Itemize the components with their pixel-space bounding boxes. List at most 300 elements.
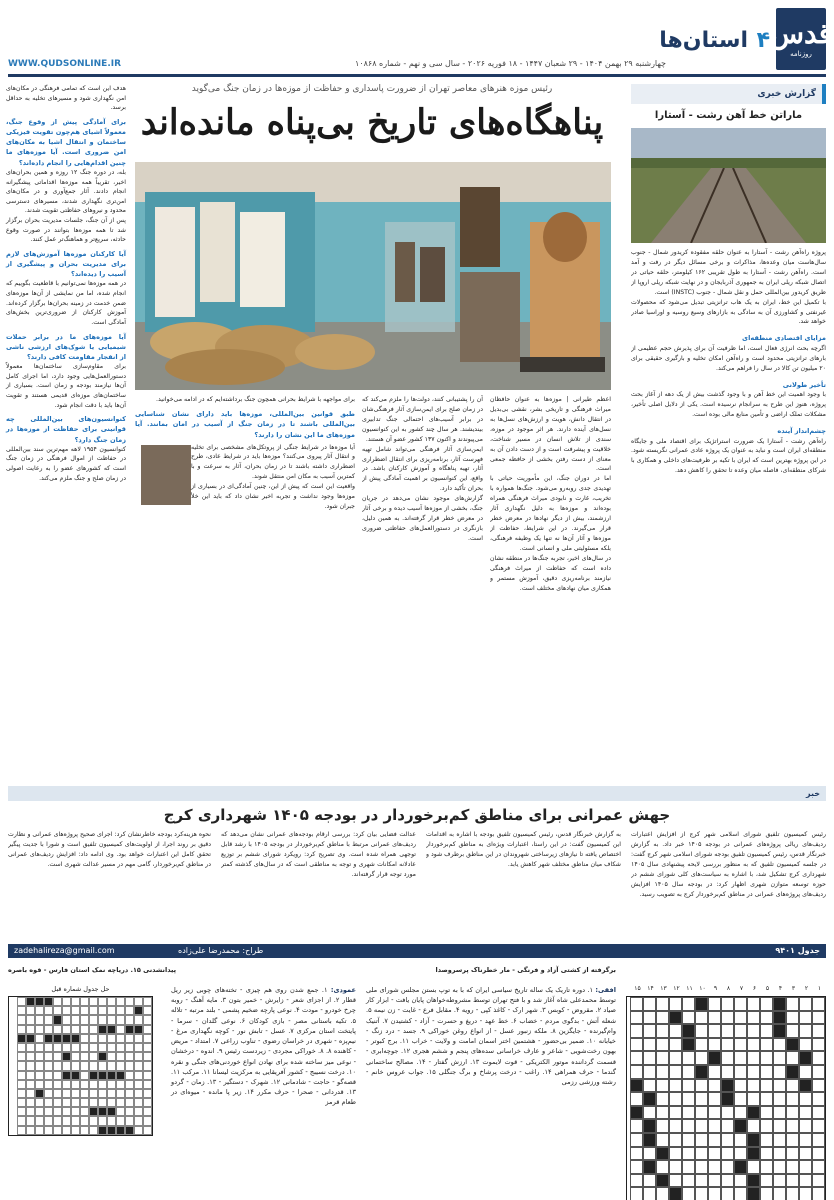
crossword-cell[interactable]	[708, 1133, 721, 1147]
solution-cell	[80, 1126, 89, 1135]
solution-cell	[71, 1089, 80, 1098]
crossword-cell[interactable]	[773, 1079, 786, 1093]
crossword-cell[interactable]	[812, 1038, 825, 1052]
crossword-cell[interactable]	[773, 1092, 786, 1106]
crossword-cell[interactable]	[643, 1038, 656, 1052]
previous-solution	[8, 985, 153, 1136]
crossword-cell[interactable]	[669, 1147, 682, 1161]
crossword-cell[interactable]	[786, 997, 799, 1011]
crossword-cell[interactable]	[708, 1024, 721, 1038]
crossword-cell[interactable]	[630, 1011, 643, 1025]
rail-article	[631, 248, 826, 778]
crossword-cell[interactable]	[708, 1065, 721, 1079]
crossword-cell[interactable]	[760, 997, 773, 1011]
crossword-cell[interactable]	[656, 1187, 669, 1200]
crossword-cell[interactable]	[786, 1119, 799, 1133]
crossword-cell[interactable]	[669, 1174, 682, 1188]
solution-cell	[26, 1080, 35, 1089]
crossword-cell[interactable]	[773, 1038, 786, 1052]
crossword-cell[interactable]	[656, 1051, 669, 1065]
crossword-cell[interactable]	[708, 1160, 721, 1174]
solution-black-square	[26, 997, 35, 1006]
crossword-cell[interactable]	[721, 997, 734, 1011]
crossword-cell[interactable]	[747, 1038, 760, 1052]
crossword-cell[interactable]	[786, 1051, 799, 1065]
crossword-cell[interactable]	[630, 1147, 643, 1161]
crossword-cell[interactable]	[760, 1092, 773, 1106]
crossword-cell[interactable]	[669, 1106, 682, 1120]
solution-cell	[116, 1098, 125, 1107]
crossword-cell[interactable]	[630, 1133, 643, 1147]
crossword-cell[interactable]	[682, 1187, 695, 1200]
solution-black-square	[17, 1034, 26, 1043]
solution-cell	[71, 997, 80, 1006]
crossword-cell[interactable]	[669, 1092, 682, 1106]
crossword-cell[interactable]	[630, 1092, 643, 1106]
crossword-cell[interactable]	[669, 997, 682, 1011]
crossword-cell[interactable]	[812, 1079, 825, 1093]
crossword-cell[interactable]	[721, 1174, 734, 1188]
black-square	[799, 1051, 812, 1065]
crossword-cell[interactable]	[643, 1051, 656, 1065]
solution-cell	[107, 1098, 116, 1107]
crossword-cell[interactable]	[812, 1051, 825, 1065]
crossword-cell[interactable]	[734, 1187, 747, 1200]
crossword-cell[interactable]	[721, 1160, 734, 1174]
crossword-cell[interactable]	[799, 1147, 812, 1161]
solution-cell	[26, 1052, 35, 1061]
crossword-cell[interactable]	[773, 1187, 786, 1200]
solution-cell	[17, 1116, 26, 1125]
crossword-cell[interactable]	[630, 1187, 643, 1200]
col2-p0: آن را پشتیبانی کنند، دولت‌ها را ملزم می‌کند که در زمان صلح برای ایمن‌سازی آثار فرهنگی‌شان در برابر آسیب‌های احتمالی جنگ تدابیری بیندیشند. هر سال چند کشور به این کنوانسیون می‌پیوندند و اکنون ۱۳۷ کشور عضو آن هستند.	[362, 396, 483, 443]
crossword-cell[interactable]	[734, 1106, 747, 1120]
crossword-cell[interactable]	[799, 1187, 812, 1200]
crossword-cell[interactable]	[760, 1147, 773, 1161]
crossword-cell[interactable]	[721, 1106, 734, 1120]
crossword-cell[interactable]	[708, 1174, 721, 1188]
website-link[interactable]: WWW.QUDSONLINE.IR	[8, 59, 122, 69]
crossword-cell[interactable]	[799, 1065, 812, 1079]
crossword-cell[interactable]	[734, 1051, 747, 1065]
crossword-cell[interactable]	[812, 1147, 825, 1161]
solution-black-square	[98, 1107, 107, 1116]
interview-question-2: آیا کارکنان موزه‌ها آموزش‌های لازم برای مدیریت بحران و پیشگیری از آسیب را دیده‌اند؟	[6, 249, 126, 279]
crossword-cell[interactable]	[747, 1051, 760, 1065]
crossword-cell[interactable]	[760, 1065, 773, 1079]
crossword-cell[interactable]	[734, 1092, 747, 1106]
crossword-cell[interactable]	[682, 1065, 695, 1079]
crossword-cell[interactable]	[760, 1106, 773, 1120]
solution-black-square	[107, 1071, 116, 1080]
crossword-cell[interactable]	[695, 1147, 708, 1161]
crossword-cell[interactable]	[708, 1092, 721, 1106]
crossword-cell[interactable]	[721, 1038, 734, 1052]
solution-cell	[62, 1006, 71, 1015]
across-label: افقی:	[595, 986, 616, 994]
crossword-cell[interactable]	[734, 1065, 747, 1079]
crossword-cell[interactable]	[786, 1092, 799, 1106]
col-number: ۶	[752, 985, 757, 992]
crossword-cell[interactable]	[708, 1147, 721, 1161]
crossword-cell[interactable]	[734, 1174, 747, 1188]
crossword-cell[interactable]	[643, 1079, 656, 1093]
crossword-cell[interactable]	[682, 1133, 695, 1147]
solution-cell	[53, 1052, 62, 1061]
crossword-cell[interactable]	[760, 1038, 773, 1052]
crossword-cell[interactable]	[760, 1079, 773, 1093]
solution-cell	[71, 1025, 80, 1034]
solution-cell	[17, 1025, 26, 1034]
karaj-col-1: رئیس کمیسیون تلفیق شورای اسلامی شهر کرج از افزایش اعتبارات ردیف‌های ریالی پروژه‌های عمرانی در بودجه ۱۴۰۵ خبر داد. به گزارش خبرنگار قدس، رئیس کمیسیون تلفیق بودجه شورای اسلامی شهر کرج گفت: در جلسه کمیسیون تلفیق که به منظور بررسی لایحه پیشنهادی سال ۱۴۰۵ شهرداری کرج تشکیل شد، با اشاره به سیاست‌های کلی شورای ششم در حوزه توسعه متوازن شهری اظهار کرد: در بودجه سال ۱۴۰۵ افزایش ردیف‌های پروژه‌های عمرانی در مناطق کم‌برخوردار کرج به تصویب رسید.	[631, 831, 826, 898]
crossword-cell[interactable]	[656, 1092, 669, 1106]
crossword-cell[interactable]	[747, 1065, 760, 1079]
solution-cell	[71, 1006, 80, 1015]
crossword-cell[interactable]	[630, 1160, 643, 1174]
rail-p2: با تکمیل این خط، ایران به یک هاب ترانزیتی تبدیل می‌شود که محصولات غیرنفتی و کشاورزی آن به سادگی به بازارهای وسیع روسیه و اوراسیا صادر خواهد شد.	[631, 298, 826, 326]
crossword-cell[interactable]	[656, 997, 669, 1011]
solution-cell	[71, 1043, 80, 1052]
crossword-cell[interactable]	[799, 1092, 812, 1106]
crossword-cell[interactable]	[708, 1106, 721, 1120]
solution-cell	[107, 1034, 116, 1043]
crossword-cell[interactable]	[630, 1119, 643, 1133]
karaj-headline: جهش عمرانی برای مناطق کم‌برخوردار در بودجه ۱۴۰۵ شهرداری کرج	[163, 806, 671, 824]
crossword-cell[interactable]	[799, 1174, 812, 1188]
crossword-cell[interactable]	[682, 1092, 695, 1106]
solution-cell	[44, 1071, 53, 1080]
crossword-cell[interactable]	[721, 1024, 734, 1038]
solution-title: حل جدول شماره قبل	[51, 985, 110, 993]
crossword-cell[interactable]	[812, 1174, 825, 1188]
solution-cell	[98, 1043, 107, 1052]
solution-cell	[53, 1080, 62, 1089]
crossword-cell[interactable]	[786, 1024, 799, 1038]
crossword-cell[interactable]	[812, 1160, 825, 1174]
crossword-cell[interactable]	[760, 1119, 773, 1133]
crossword-cell[interactable]	[630, 1038, 643, 1052]
solution-cell	[62, 1089, 71, 1098]
crossword-cell[interactable]	[643, 1065, 656, 1079]
crossword-top-line	[8, 966, 616, 974]
crossword-cell[interactable]	[656, 1065, 669, 1079]
crossword-cell[interactable]	[812, 1092, 825, 1106]
crossword-cell[interactable]	[734, 997, 747, 1011]
crossword-cell[interactable]	[799, 1160, 812, 1174]
crossword-cell[interactable]	[786, 1133, 799, 1147]
crossword-cell[interactable]	[682, 1160, 695, 1174]
solution-cell	[89, 1080, 98, 1089]
solution-cell	[125, 1089, 134, 1098]
crossword-cell[interactable]	[695, 1106, 708, 1120]
solution-cell	[71, 1080, 80, 1089]
crossword-cell[interactable]	[760, 1024, 773, 1038]
col4-p1: بله، در دوره جنگ ۱۲ روزه و همین بحران‌های اخیر، تقریباً همه موزه‌ها اقداماتی پیشگیرانه انجام دادند. آثار جمع‌آوری و در مکان‌های امن‌تری نگهداری شدند، مسیرهای دسترسی محدود و نیروهای حفاظتی تقویت شدند.	[6, 168, 126, 215]
crossword-cell[interactable]	[695, 1051, 708, 1065]
crossword-cell[interactable]	[682, 1106, 695, 1120]
crossword-cell[interactable]	[734, 1038, 747, 1052]
rail-p5: راه‌آهن رشت - آستارا یک ضرورت استراتژیک برای اقتصاد ملی و جایگاه منطقه‌ای ایران است و نباید به عنوان یک پروژه عادی عمرانی نگریسته شود. در این پروژه بهترین است که ایران با تکیه بر ظرفیت‌های داخلی و همکاری با شرکای منطقه‌ای، فاصله میان وعده تا تحقق را کاهش دهد.	[631, 437, 826, 475]
article-column-1	[490, 395, 611, 780]
crossword-grid[interactable]	[626, 985, 826, 1195]
crossword-cell[interactable]	[656, 1024, 669, 1038]
crossword-cell[interactable]	[734, 1147, 747, 1161]
crossword-cell[interactable]	[695, 1160, 708, 1174]
crossword-cell[interactable]	[669, 1079, 682, 1093]
crossword-cell[interactable]	[760, 1174, 773, 1188]
crossword-cell[interactable]	[721, 1065, 734, 1079]
crossword-cell[interactable]	[669, 1133, 682, 1147]
solution-cell	[44, 1015, 53, 1024]
crossword-cell[interactable]	[786, 1174, 799, 1188]
crossword-cell[interactable]	[630, 997, 643, 1011]
crossword-cell[interactable]	[656, 1160, 669, 1174]
crossword-cell[interactable]	[812, 1011, 825, 1025]
crossword-cells[interactable]	[626, 996, 826, 1200]
crossword-cell[interactable]	[734, 1011, 747, 1025]
solution-cell	[44, 1061, 53, 1070]
solution-cell	[35, 1015, 44, 1024]
crossword-cell[interactable]	[747, 1160, 760, 1174]
solution-cell	[143, 1071, 152, 1080]
crossword-cell[interactable]	[630, 1174, 643, 1188]
black-square	[747, 1133, 760, 1147]
crossword-cell[interactable]	[656, 1079, 669, 1093]
solution-cell	[107, 1116, 116, 1125]
crossword-cell[interactable]	[721, 1119, 734, 1133]
rail-subhead-3: چشم‌انداز آینده	[777, 427, 826, 435]
crossword-cell[interactable]	[760, 1187, 773, 1200]
crossword-cell[interactable]	[695, 1011, 708, 1025]
crossword-cell[interactable]	[708, 1119, 721, 1133]
solution-cell	[44, 1126, 53, 1135]
solution-cell	[35, 1061, 44, 1070]
crossword-cell[interactable]	[747, 1079, 760, 1093]
crossword-cell[interactable]	[721, 1051, 734, 1065]
crossword-cell[interactable]	[695, 1092, 708, 1106]
crossword-cell[interactable]	[786, 1160, 799, 1174]
crossword-cell[interactable]	[812, 1065, 825, 1079]
crossword-cell[interactable]	[760, 1160, 773, 1174]
crossword-cell[interactable]	[643, 1147, 656, 1161]
col-number: ۸	[726, 985, 731, 992]
crossword-cell[interactable]	[669, 1119, 682, 1133]
solution-cell	[35, 1052, 44, 1061]
solution-cell	[98, 1061, 107, 1070]
crossword-cell[interactable]	[643, 997, 656, 1011]
interview-question-1: برای آمادگی پیش از وقوع جنگ، معمولاً اشیای هم‌چون تقویت فیزیکی ساختمان و انتقال اشیا به مکان‌های امن ضروری است. آیا موزه‌های ما چنین اقدام‌هایی را انجام داده‌اند؟	[6, 117, 126, 167]
crossword-cell[interactable]	[708, 1011, 721, 1025]
crossword-cell[interactable]	[799, 1119, 812, 1133]
crossword-cell[interactable]	[812, 1133, 825, 1147]
crossword-cell[interactable]	[643, 1174, 656, 1188]
solution-cell	[62, 1080, 71, 1089]
crossword-cell[interactable]	[799, 1106, 812, 1120]
crossword-cell[interactable]	[643, 1024, 656, 1038]
solution-cell	[44, 1025, 53, 1034]
crossword-cell[interactable]	[630, 1024, 643, 1038]
solution-cell	[107, 1080, 116, 1089]
crossword-cell[interactable]	[747, 1092, 760, 1106]
crossword-cell[interactable]	[695, 1024, 708, 1038]
crossword-cell[interactable]	[773, 1106, 786, 1120]
col3-p2: واقعیت این است که پیش از این، چنین آمادگی‌ای در بسیاری از موزه‌ها وجود نداشت و تجربه اخیر نشان داد که باید این خلأ جبران شود.	[191, 483, 355, 511]
crossword-cell[interactable]	[747, 1011, 760, 1025]
crossword-cell[interactable]	[669, 1051, 682, 1065]
solution-cell	[125, 1107, 134, 1116]
col4-p0: هدف این است که تمامی فرهنگی در مکان‌های امن نگهداری شود و مسیرهای تخلیه به حداقل برسد.	[6, 85, 126, 112]
crossword-cell[interactable]	[786, 1011, 799, 1025]
crossword-cell[interactable]	[760, 1051, 773, 1065]
crossword-cell[interactable]	[721, 1187, 734, 1200]
crossword-cell[interactable]	[799, 1011, 812, 1025]
black-square	[682, 1024, 695, 1038]
crossword-cell[interactable]	[630, 1065, 643, 1079]
crossword-cell[interactable]	[682, 997, 695, 1011]
crossword-cell[interactable]	[799, 997, 812, 1011]
solution-cell	[98, 1089, 107, 1098]
crossword-cell[interactable]	[721, 1011, 734, 1025]
solution-cells	[8, 996, 153, 1136]
crossword-cell[interactable]	[812, 1106, 825, 1120]
crossword-cell[interactable]	[786, 1079, 799, 1093]
crossword-cell[interactable]	[682, 1051, 695, 1065]
crossword-cell[interactable]	[799, 1133, 812, 1147]
rail-subhead-2: تأخیر طولانی	[782, 380, 826, 389]
designer-email[interactable]: zadehalireza@gmail.com	[14, 946, 115, 955]
crossword-cell[interactable]	[760, 1133, 773, 1147]
solution-cell	[62, 1061, 71, 1070]
crossword-cell[interactable]	[773, 1065, 786, 1079]
crossword-cell[interactable]	[656, 1119, 669, 1133]
crossword-cell[interactable]	[786, 1147, 799, 1161]
crossword-cell[interactable]	[630, 1051, 643, 1065]
crossword-cell[interactable]	[708, 1079, 721, 1093]
crossword-cell[interactable]	[695, 1079, 708, 1093]
solution-cell	[116, 1043, 125, 1052]
solution-cell	[35, 1107, 44, 1116]
crossword-cell[interactable]	[695, 1174, 708, 1188]
black-square	[656, 1147, 669, 1161]
crossword-cell[interactable]	[643, 1106, 656, 1120]
crossword-cell[interactable]	[812, 997, 825, 1011]
crossword-bar	[8, 944, 826, 958]
col2-p1: ایمن‌سازی آثار فرهنگی می‌تواند شامل تهیه فهرست آثار، برنامه‌ریزی برای انتقال اضطراری آثار، تهیه پناهگاه و آموزش کارکنان باشد. در واقع، این کنوانسیون بر اهمیت آمادگی پیش از بحران تأکید دارد.	[362, 445, 483, 493]
issue-date: چهارشنبه ۲۹ بهمن ۱۴۰۴ - ۲۹ شعبان ۱۴۴۷ - ۱۸ فوریه ۲۰۲۶ - سال سی و نهم - شماره ۱۰۸۶۸	[355, 59, 666, 68]
crossword-cell[interactable]	[656, 1133, 669, 1147]
solution-black-square	[89, 1071, 98, 1080]
crossword-cell[interactable]	[799, 1038, 812, 1052]
solution-cell	[53, 1098, 62, 1107]
top-line-part-1: برگرفته از کشتی آزاد و فرنگی - مار خطرناک پرسروصدا	[435, 966, 616, 974]
solution-cell	[80, 1116, 89, 1125]
crossword-cell[interactable]	[812, 1119, 825, 1133]
col-number: ۱۳	[660, 985, 667, 992]
crossword-cell[interactable]	[812, 1024, 825, 1038]
crossword-cell[interactable]	[747, 1024, 760, 1038]
crossword-cell[interactable]	[773, 1133, 786, 1147]
solution-cell	[107, 1052, 116, 1061]
karaj-col-3: عدالت فضایی بیان کرد: بررسی ارقام بودجه‌های عمرانی نشان می‌دهد که ردیف‌های عمرانی مرتبط با مناطق کم‌برخوردار در بودجه ۱۴۰۵ با رشد قابل توجهی همراه شده است. وی تصریح کرد: رویکرد شورای ششم بر توزیع عادلانه امکانات شهری و توجه به مناطقی است که در سال‌های گذشته کمتر مورد توجه قرار گرفته‌اند.	[221, 831, 416, 878]
crossword-cell[interactable]	[682, 1147, 695, 1161]
crossword-cell[interactable]	[643, 1011, 656, 1025]
black-square	[695, 997, 708, 1011]
crossword-cell[interactable]	[669, 1038, 682, 1052]
across-clues: ۱. دوره تاریک یک ساله تاریخ سیاسی ایران که با به توپ بستن مجلس شورای ملی توسط محمدعلی شاه آغاز شد و با فتح تهران توسط مشروطه‌خواهان پایان یافت - ابزار کار صیاد ۲. مقروض - کوبس ۳. شهر ارک - کاغذ کپی - رویه ۴. مقابل فرع - غایت - زن نیمه ۵. شعله آتش - بدگوی مردم - خضاب ۶. خط عهد - دریغ و حسرت - آزاد - کشتیدن ۷. آتنیک وام‌گیرنده - جایگزین ۸. ملکه زنبور عسل - از انواع روغن خوراکی ۹. جسد - درد زنگ - خیابانه ۱۰. ضمیر بی‌حضور - هشتمین اختر اسمان امامت و ولایت - خراب ۱۱. برج کبوتر - بهون رخت‌شویی - شاعر و عارف خراسانی سده‌های پنجم و ششم هجری ۱۲. جوچه‌ابری - قسمت گرداننده موتور الکتریکی - قوت لایموت ۱۳. ارزش گفتار - ۱۴. مصالح ساختمانی گندما - حرف همراهی ۱۴. راغب - درخت پرشاخ و برگ جنگلی ۱۵. جواب عروس خانم - رشته ورزشی رزمی	[366, 986, 617, 1086]
solution-cell	[143, 1107, 152, 1116]
crossword-cell[interactable]	[773, 1147, 786, 1161]
crossword-cell[interactable]	[721, 1133, 734, 1147]
crossword-cell[interactable]	[734, 1133, 747, 1147]
col4-answer-4: کنوانسیون ۱۹۵۴ لاهه مهم‌ترین سند بین‌المللی در حفاظت از اموال فرهنگی در زمان جنگ است که کشورهای عضو را به رعایت اصولی در زمان صلح و جنگ ملزم می‌کند.	[6, 445, 126, 482]
crossword-cell[interactable]	[708, 1038, 721, 1052]
crossword-cell[interactable]	[669, 1160, 682, 1174]
crossword-cell[interactable]	[760, 1011, 773, 1025]
crossword-cell[interactable]	[682, 1079, 695, 1093]
crossword-cell[interactable]	[682, 1011, 695, 1025]
crossword-cell[interactable]	[669, 1024, 682, 1038]
crossword-cell[interactable]	[656, 1011, 669, 1025]
solution-cell	[80, 1080, 89, 1089]
crossword-cell[interactable]	[708, 1187, 721, 1200]
crossword-cell[interactable]	[643, 1187, 656, 1200]
crossword-cell[interactable]	[747, 1119, 760, 1133]
crossword-cell[interactable]	[695, 1187, 708, 1200]
crossword-cell[interactable]	[695, 1119, 708, 1133]
crossword-cell[interactable]	[721, 1147, 734, 1161]
crossword-cell[interactable]	[734, 1024, 747, 1038]
crossword-cell[interactable]	[682, 1174, 695, 1188]
solution-cell	[116, 1034, 125, 1043]
solution-cell	[71, 1015, 80, 1024]
crossword-cell[interactable]	[656, 1038, 669, 1052]
col-number: ۳	[791, 985, 796, 992]
museum-photo	[135, 162, 611, 390]
crossword-cell[interactable]	[786, 1106, 799, 1120]
crossword-cell[interactable]	[812, 1187, 825, 1200]
rail-subhead-1: مزایای اقتصادی منطقه‌ای	[742, 334, 826, 343]
black-square	[799, 1079, 812, 1093]
crossword-cell[interactable]	[773, 1174, 786, 1188]
crossword-cell[interactable]	[773, 1160, 786, 1174]
solution-black-square	[35, 1089, 44, 1098]
crossword-cell[interactable]	[682, 1119, 695, 1133]
solution-cell	[89, 1015, 98, 1024]
solution-cell	[107, 997, 116, 1006]
solution-cell	[134, 1015, 143, 1024]
crossword-cell[interactable]	[799, 1024, 812, 1038]
solution-cell	[71, 1052, 80, 1061]
crossword-cell[interactable]	[656, 1106, 669, 1120]
solution-cell	[89, 1098, 98, 1107]
solution-cell	[143, 1043, 152, 1052]
col4-answer-3: برای مقاوم‌سازی ساختمان‌ها معمولاً دستورالعمل‌هایی وجود دارد، اما اجرای کامل آن‌ها نیازمند بودجه و زمان است. بسیاری از ساختمان‌های موزه‌ای قدیمی هستند و تقویت آن‌ها باید با دقت انجام شود.	[6, 363, 126, 409]
black-square	[695, 1065, 708, 1079]
crossword-cell[interactable]	[786, 1187, 799, 1200]
crossword-cell[interactable]	[747, 997, 760, 1011]
crossword-cell[interactable]	[695, 1038, 708, 1052]
solution-cell	[134, 1126, 143, 1135]
crossword-cell[interactable]	[773, 1051, 786, 1065]
crossword-cell[interactable]	[773, 1119, 786, 1133]
solution-cell	[116, 1107, 125, 1116]
crossword-cell[interactable]	[734, 1079, 747, 1093]
crossword-cell[interactable]	[695, 1133, 708, 1147]
crossword-cell[interactable]	[708, 997, 721, 1011]
solution-cell	[80, 1034, 89, 1043]
crossword-cell[interactable]	[669, 1065, 682, 1079]
solution-cell	[80, 1061, 89, 1070]
